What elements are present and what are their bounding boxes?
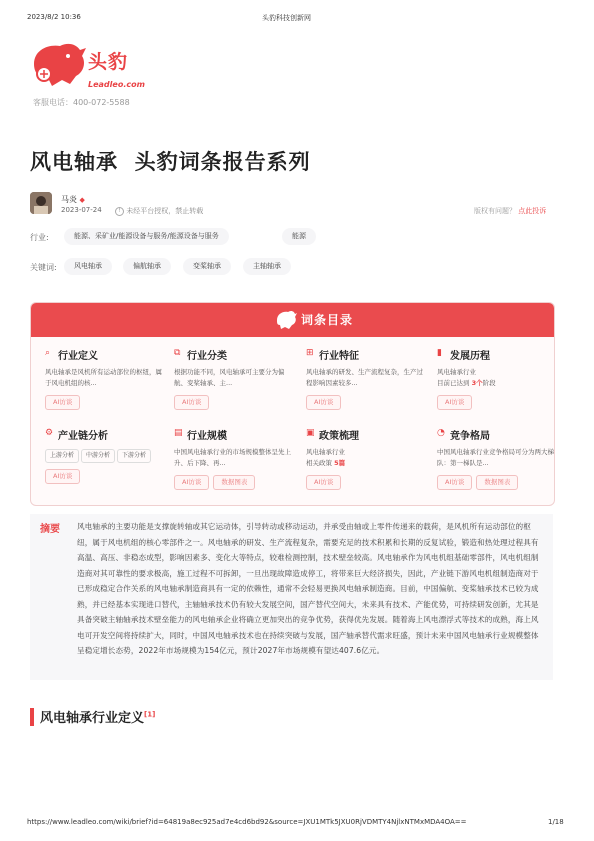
- bar-chart-icon: ▮: [437, 348, 442, 358]
- catalog-item-desc: [437, 367, 555, 389]
- ai-interview-button[interactable]: AI访谈: [45, 469, 80, 484]
- bar-chart-icon: ▤: [174, 428, 183, 438]
- hierarchy-icon: ⧉: [174, 348, 181, 358]
- leopard-logo-icon: [30, 40, 88, 90]
- features-icon: ⊞: [306, 348, 314, 358]
- desc-line: 风电轴承行业: [306, 448, 345, 456]
- rights-row: [474, 206, 546, 216]
- keyword-tag[interactable]: 风电轴承: [64, 258, 112, 275]
- catalog-item-title: 行业定义: [58, 351, 98, 362]
- catalog-item-desc: 中国风电轴承行业的市场规模整体呈先上升、后下降、再...: [174, 448, 291, 467]
- desc-prefix: 目前已达到: [437, 379, 472, 387]
- catalog-item-classification[interactable]: [174, 347, 294, 410]
- downstream-chip[interactable]: 下游分析: [117, 449, 151, 463]
- rights-question: 版权有问题？: [474, 207, 516, 215]
- data-chart-button[interactable]: 数据图表: [213, 475, 255, 490]
- catalog-item-market-size[interactable]: [174, 427, 294, 490]
- catalog-item-title: 政策梳理: [319, 431, 359, 442]
- catalog-header: [31, 303, 554, 337]
- catalog-item-policy[interactable]: [306, 427, 426, 490]
- author-name[interactable]: 马炎: [61, 195, 77, 204]
- chain-chips: [45, 442, 165, 463]
- section-title-text: 风电轴承行业定义: [40, 711, 145, 726]
- keyword-tag[interactable]: 偏航轴承: [123, 258, 171, 275]
- desc-highlight: 5篇: [334, 459, 346, 467]
- catalog-item-desc: 风电轴承的研发、生产流程复杂，生产过程影响因素较多...: [306, 368, 423, 387]
- catalog-item-competition[interactable]: [437, 427, 555, 490]
- report-link[interactable]: 点此投诉: [518, 207, 547, 215]
- catalog-item-title: 产业链分析: [58, 431, 108, 442]
- desc-highlight: 3个: [471, 379, 483, 387]
- copyright-notice-text: 未经平台授权，禁止转载: [126, 207, 204, 215]
- abstract-text: 风电轴承的主要功能是支撑旋转轴或其它运动体，引导转动或移动运动，并承受由轴或上零件传递来的载荷，是风机所有运动部位的枢纽，属于风电机组的核心零部件之一。风电轴承的研发、生产流程复杂，需要充足的技术积累和长期的反复试验，锻造和热处理过程具有高温、高压、非稳态成型，影响因素多、变化大等特点，较难检测控制，技术壁垒较高。风电轴承作为风电机组基础零部件，风电机组制造商对其可靠性的要求极高，施工过程不可拆卸，一旦出现故障造成停工，将带来巨大经济损失，因此，产业链下游风电机组制造商对于已形成稳定合作关系的风电轴承制造商具有一定的依赖性，通常不会轻易更换风电轴承制造商。目前，中国偏航、变桨轴承技术已较为成熟，并已经基本实现进口替代，主轴轴承技术仍有较大发展空间，国产替代空间大，未来具有技术、产能优势，可持续研发创新，尤其是具备突破主轴轴承技术壁垒能力的风电轴承企业将确立更加突出的竞争优势，获得优先发展。随着海上风电漂浮式等技术的成熟，海上风电可开发空间将持续扩大，同时，中国风电轴承技术也在持续突破与发展，国产轴承替代需求旺盛，预计未来中国风电轴承行业规模整体呈稳定增长态势，2022年市场规模为154亿元，预计2027年市场规模有望达407.6亿元。: [77, 522, 539, 655]
- magnifier-icon: ⌕: [45, 348, 51, 358]
- warning-icon: !: [115, 207, 124, 216]
- brand-name: 头豹: [88, 51, 129, 73]
- keywords-label: 关键词:: [30, 263, 57, 272]
- catalog-item-desc: 风电轴承是风机所有运动部位的枢纽，属于风电机组的核...: [45, 368, 162, 387]
- industry-label: 行业:: [30, 233, 49, 242]
- document-icon: ▣: [306, 428, 315, 438]
- print-site-title: 头豹科技创新网: [262, 14, 311, 22]
- catalog-item-title: 竞争格局: [450, 431, 490, 442]
- ai-interview-button[interactable]: AI访谈: [174, 395, 209, 410]
- catalog-item-title: 行业特征: [319, 351, 359, 362]
- abstract-box: [30, 514, 553, 680]
- catalog-card: [30, 302, 555, 506]
- report-title: 风电轴承 头豹词条报告系列: [30, 150, 311, 174]
- verified-badge-icon: ◆: [79, 196, 85, 204]
- copyright-notice: [115, 206, 203, 216]
- print-url: https://www.leadleo.com/wiki/brief?id=64819a8ec925ad7e4cd6bd92&source=JXU1MTk5JXU0RjVDMTY4NjlxNTMxMDA4OA==: [27, 818, 467, 826]
- ai-interview-button[interactable]: AI访谈: [174, 475, 209, 490]
- author-name-row: [61, 194, 85, 205]
- data-chart-button[interactable]: 数据图表: [476, 475, 518, 490]
- ai-interview-button[interactable]: AI访谈: [45, 395, 80, 410]
- leopard-icon: [275, 309, 297, 331]
- service-phone: 客服电话：400-072-5588: [33, 98, 130, 107]
- upstream-chip[interactable]: 上游分析: [45, 449, 79, 463]
- page-number: 1/18: [548, 818, 564, 826]
- ai-interview-button[interactable]: AI访谈: [306, 395, 341, 410]
- avatar-image: [30, 192, 52, 214]
- abstract-label: 摘要: [40, 524, 60, 535]
- ai-interview-button[interactable]: AI访谈: [437, 395, 472, 410]
- catalog-item-history[interactable]: [437, 347, 555, 410]
- desc-suffix: 阶段: [482, 379, 496, 387]
- keyword-tag[interactable]: 变桨轴承: [183, 258, 231, 275]
- catalog-item-title: 行业分类: [187, 351, 227, 362]
- catalog-item-desc: 根据功能不同，风电轴承可主要分为偏航、变桨轴承、主...: [174, 368, 285, 387]
- publish-date: 2023-07-24: [61, 206, 102, 214]
- brand-url[interactable]: Leadleo.com: [88, 80, 145, 89]
- catalog-item-definition[interactable]: [45, 347, 165, 410]
- industry-tag[interactable]: 能源、采矿业/能源设备与服务/能源设备与服务: [64, 228, 229, 245]
- catalog-item-industry-chain[interactable]: [45, 427, 165, 484]
- author-avatar[interactable]: [30, 192, 52, 214]
- ai-interview-button[interactable]: AI访谈: [437, 475, 472, 490]
- chain-icon: ⚙: [45, 428, 54, 438]
- section-title: [40, 707, 155, 726]
- catalog-title: 词条目录: [301, 313, 354, 327]
- desc-prefix: 相关政策: [306, 459, 335, 467]
- ai-interview-button[interactable]: AI访谈: [306, 475, 341, 490]
- midstream-chip[interactable]: 中游分析: [81, 449, 115, 463]
- catalog-item-title: 行业规模: [187, 431, 227, 442]
- desc-line: 风电轴承行业: [437, 368, 476, 376]
- catalog-item-desc: 中国风电轴承行业竞争格局可分为两大梯队：第一梯队是...: [437, 448, 554, 467]
- catalog-item-title: 发展历程: [450, 351, 490, 362]
- section-accent-bar: [30, 708, 34, 726]
- keyword-tag[interactable]: 主轴轴承: [243, 258, 291, 275]
- pie-chart-icon: ◔: [437, 428, 445, 438]
- industry-tag[interactable]: 能源: [282, 228, 316, 245]
- reference-marker[interactable]: [1]: [144, 710, 156, 719]
- catalog-item-features[interactable]: [306, 347, 426, 410]
- catalog-item-desc: [306, 447, 426, 469]
- print-datetime: 2023/8/2 10:36: [27, 13, 81, 21]
